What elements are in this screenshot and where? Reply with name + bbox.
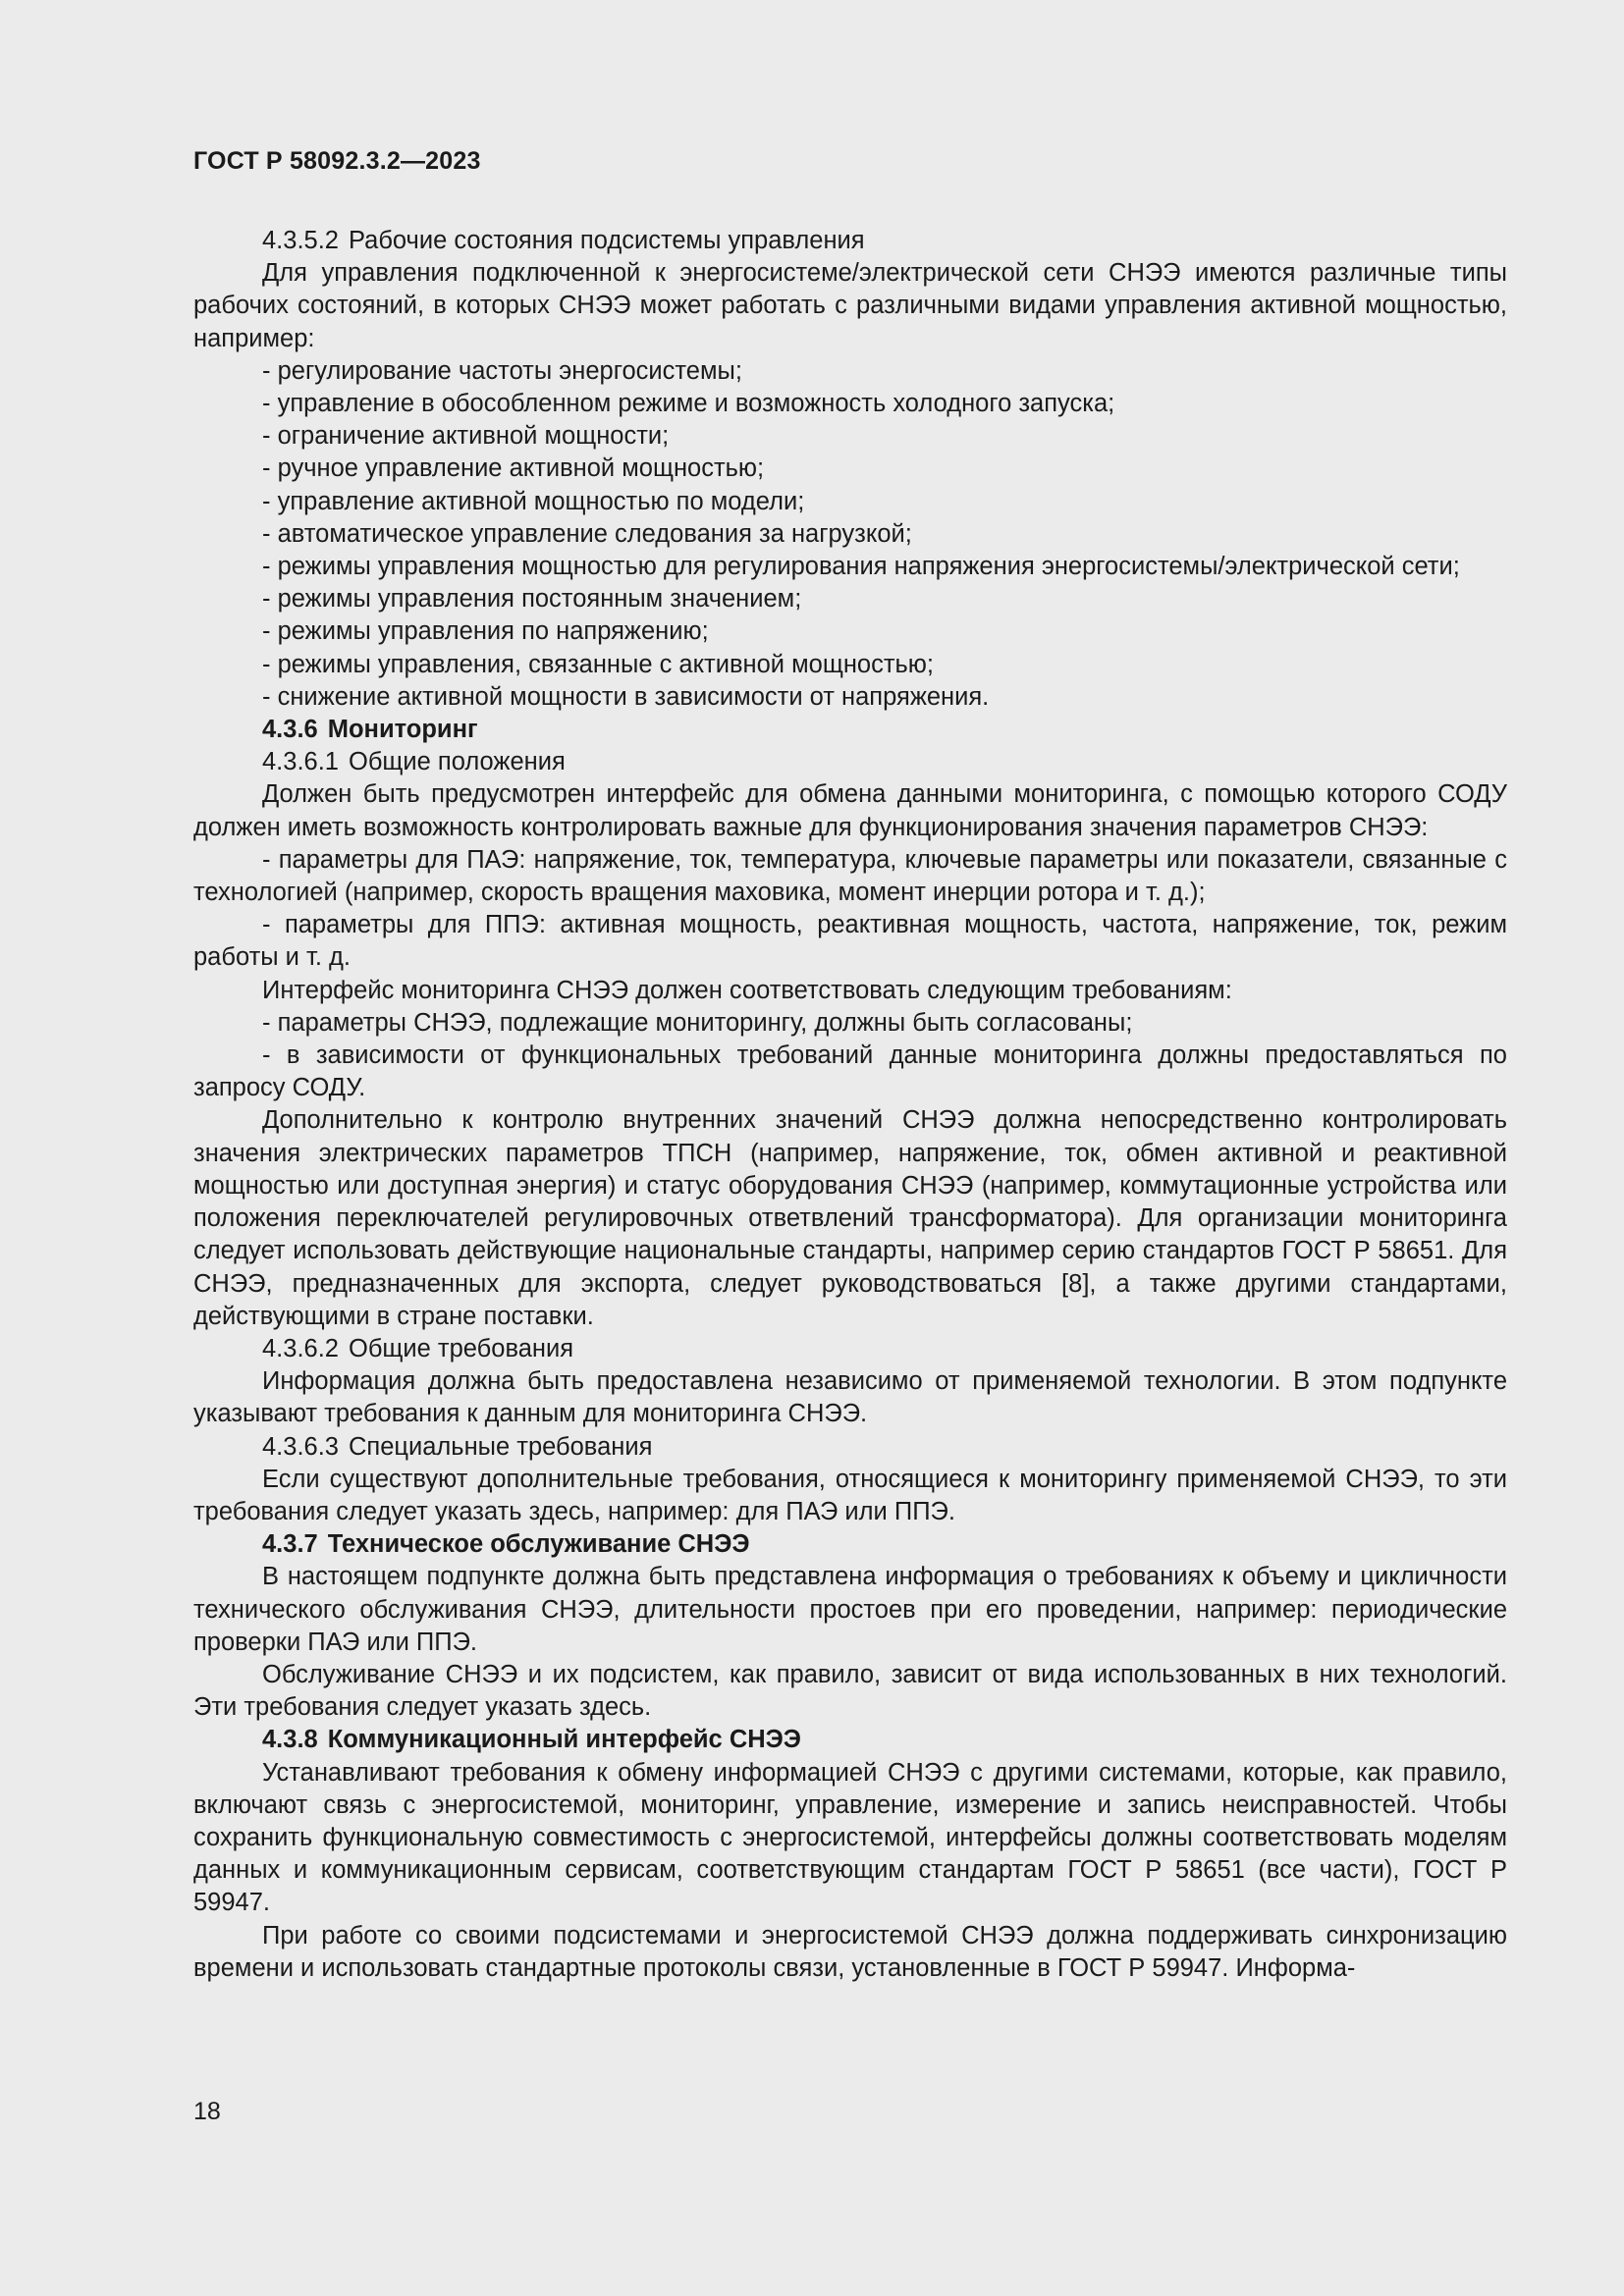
document-header: ГОСТ Р 58092.3.2—2023 — [193, 147, 481, 175]
paragraph: Обслуживание СНЭЭ и их подсистем, как правило, зависит от вида использованных в них технологий. Эти требования следует указать здесь. — [193, 1660, 1507, 1722]
paragraph: Дополнительно к контролю внутренних значений СНЭЭ должна непосредственно контролировать значения электрических параметров ТПСН (например, напряжение, ток, обмен активной и реактивной мощностью или доступная энергия) и статус оборудования СНЭЭ (например, коммутационные устройства или положения переключателей регулировочных ответвлений трансформатора). Для организации мониторинга следует использовать действующие национальные стандарты, например серию стандартов ГОСТ Р 58651. Для СНЭЭ, предназначенных для экспорта, следует руководствоваться [8], а также другими стандартами, действующими в стране поставки. — [193, 1106, 1507, 1330]
page-number: 18 — [193, 2098, 221, 2125]
section-heading — [193, 1333, 1507, 1365]
list-item: - в зависимости от функциональных требований данные мониторинга должны предоставляться по запросу СОДУ. — [193, 1041, 1507, 1102]
section-number: 4.3.8 — [262, 1726, 318, 1754]
paragraph: Интерфейс мониторинга СНЭЭ должен соответствовать следующим требованиям: — [262, 976, 1232, 1004]
list-item: - режимы управления постоянным значением; — [262, 585, 802, 614]
section-title: Коммуникационный интерфейс СНЭЭ — [327, 1726, 801, 1754]
section-heading — [193, 1528, 1507, 1561]
paragraph: Информация должна быть предоставлена независимо от применяемой технологии. В этом подпункте указывают требования к данным для мониторинга СНЭЭ. — [193, 1367, 1507, 1428]
list-item: - ограничение активной мощности; — [262, 422, 670, 451]
list-item: - параметры СНЭЭ, подлежащие мониторингу, должны быть согласованы; — [262, 1008, 1133, 1037]
section-number: 4.3.6.3 — [262, 1432, 339, 1461]
section-title: Специальные требования — [348, 1432, 653, 1461]
list-item: - управление в обособленном режиме и возможность холодного запуска; — [262, 390, 1115, 418]
list-item: - параметры для ППЭ: активная мощность, реактивная мощность, частота, напряжение, ток, режим работы и т. д. — [193, 911, 1507, 972]
section-heading — [193, 1724, 1507, 1756]
section-number: 4.3.6.1 — [262, 748, 339, 776]
section-heading — [193, 225, 1507, 257]
list-item: - параметры для ПАЭ: напряжение, ток, температура, ключевые параметры или показатели, связанные с технологией (например, скорость вращения маховика, момент инерции ротора и т. д.); — [193, 845, 1507, 907]
list-item: - ручное управление активной мощностью; — [262, 454, 765, 483]
list-item: - регулирование частоты энергосистемы; — [262, 356, 742, 385]
section-heading — [193, 1431, 1507, 1464]
section-title: Общие требования — [348, 1334, 574, 1362]
list-item: - снижение активной мощности в зависимости от напряжения. — [262, 682, 990, 711]
section-number: 4.3.6.2 — [262, 1334, 339, 1362]
section-heading — [193, 746, 1507, 778]
list-item: - режимы управления, связанные с активной мощностью; — [262, 650, 935, 678]
section-number: 4.3.6 — [262, 716, 318, 744]
paragraph: Должен быть предусмотрен интерфейс для обмена данными мониторинга, с помощью которого СОДУ должен иметь возможность контролировать важные для функционирования значения параметров СНЭЭ: — [193, 780, 1507, 841]
paragraph: Устанавливают требования к обмену информацией СНЭЭ с другими системами, которые, как правило, включают связь с энергосистемой, мониторинг, управление, измерение и запись неисправностей. Чтобы сохранить функциональную совместимость с энергосистемой, интерфейсы должны соответствовать моделям данных и коммуникационным сервисам, соответствующим стандартам ГОСТ Р 58651 (все части), ГОСТ Р 59947. — [193, 1758, 1507, 1917]
paragraph: Если существуют дополнительные требования, относящиеся к мониторингу применяемой СНЭЭ, то эти требования следует указать здесь, например: для ПАЭ или ППЭ. — [193, 1465, 1507, 1525]
list-item: - режимы управления мощностью для регулирования напряжения энергосистемы/электрической сети; — [262, 553, 1460, 581]
paragraph: В настоящем подпункте должна быть представлена информация о требованиях к объему и цикличности технического обслуживания СНЭЭ, длительности простоев при его проведении, например: периодические проверки ПАЭ или ППЭ. — [193, 1563, 1507, 1656]
list-item: - автоматическое управление следования за нагрузкой; — [262, 519, 912, 548]
document-body — [193, 225, 1507, 1985]
section-heading — [193, 714, 1507, 746]
list-item: - режимы управления по напряжению; — [262, 617, 709, 646]
list-item: - управление активной мощностью по модели; — [262, 487, 805, 515]
section-number: 4.3.7 — [262, 1530, 318, 1559]
paragraph: Для управления подключенной к энергосистеме/электрической сети СНЭЭ имеются различные типы рабочих состояний, в которых СНЭЭ может работать с различными видами управления активной мощностью, например: — [193, 259, 1507, 352]
section-title: Мониторинг — [327, 716, 478, 744]
paragraph: При работе со своими подсистемами и энергосистемой СНЭЭ должна поддерживать синхронизацию времени и использовать стандартные протоколы связи, установленные в ГОСТ Р 59947. Информа- — [193, 1921, 1507, 1982]
section-title: Рабочие состояния подсистемы управления — [348, 227, 865, 254]
section-title: Общие положения — [348, 748, 566, 776]
section-number: 4.3.5.2 — [262, 227, 339, 254]
section-title: Техническое обслуживание СНЭЭ — [327, 1530, 750, 1559]
